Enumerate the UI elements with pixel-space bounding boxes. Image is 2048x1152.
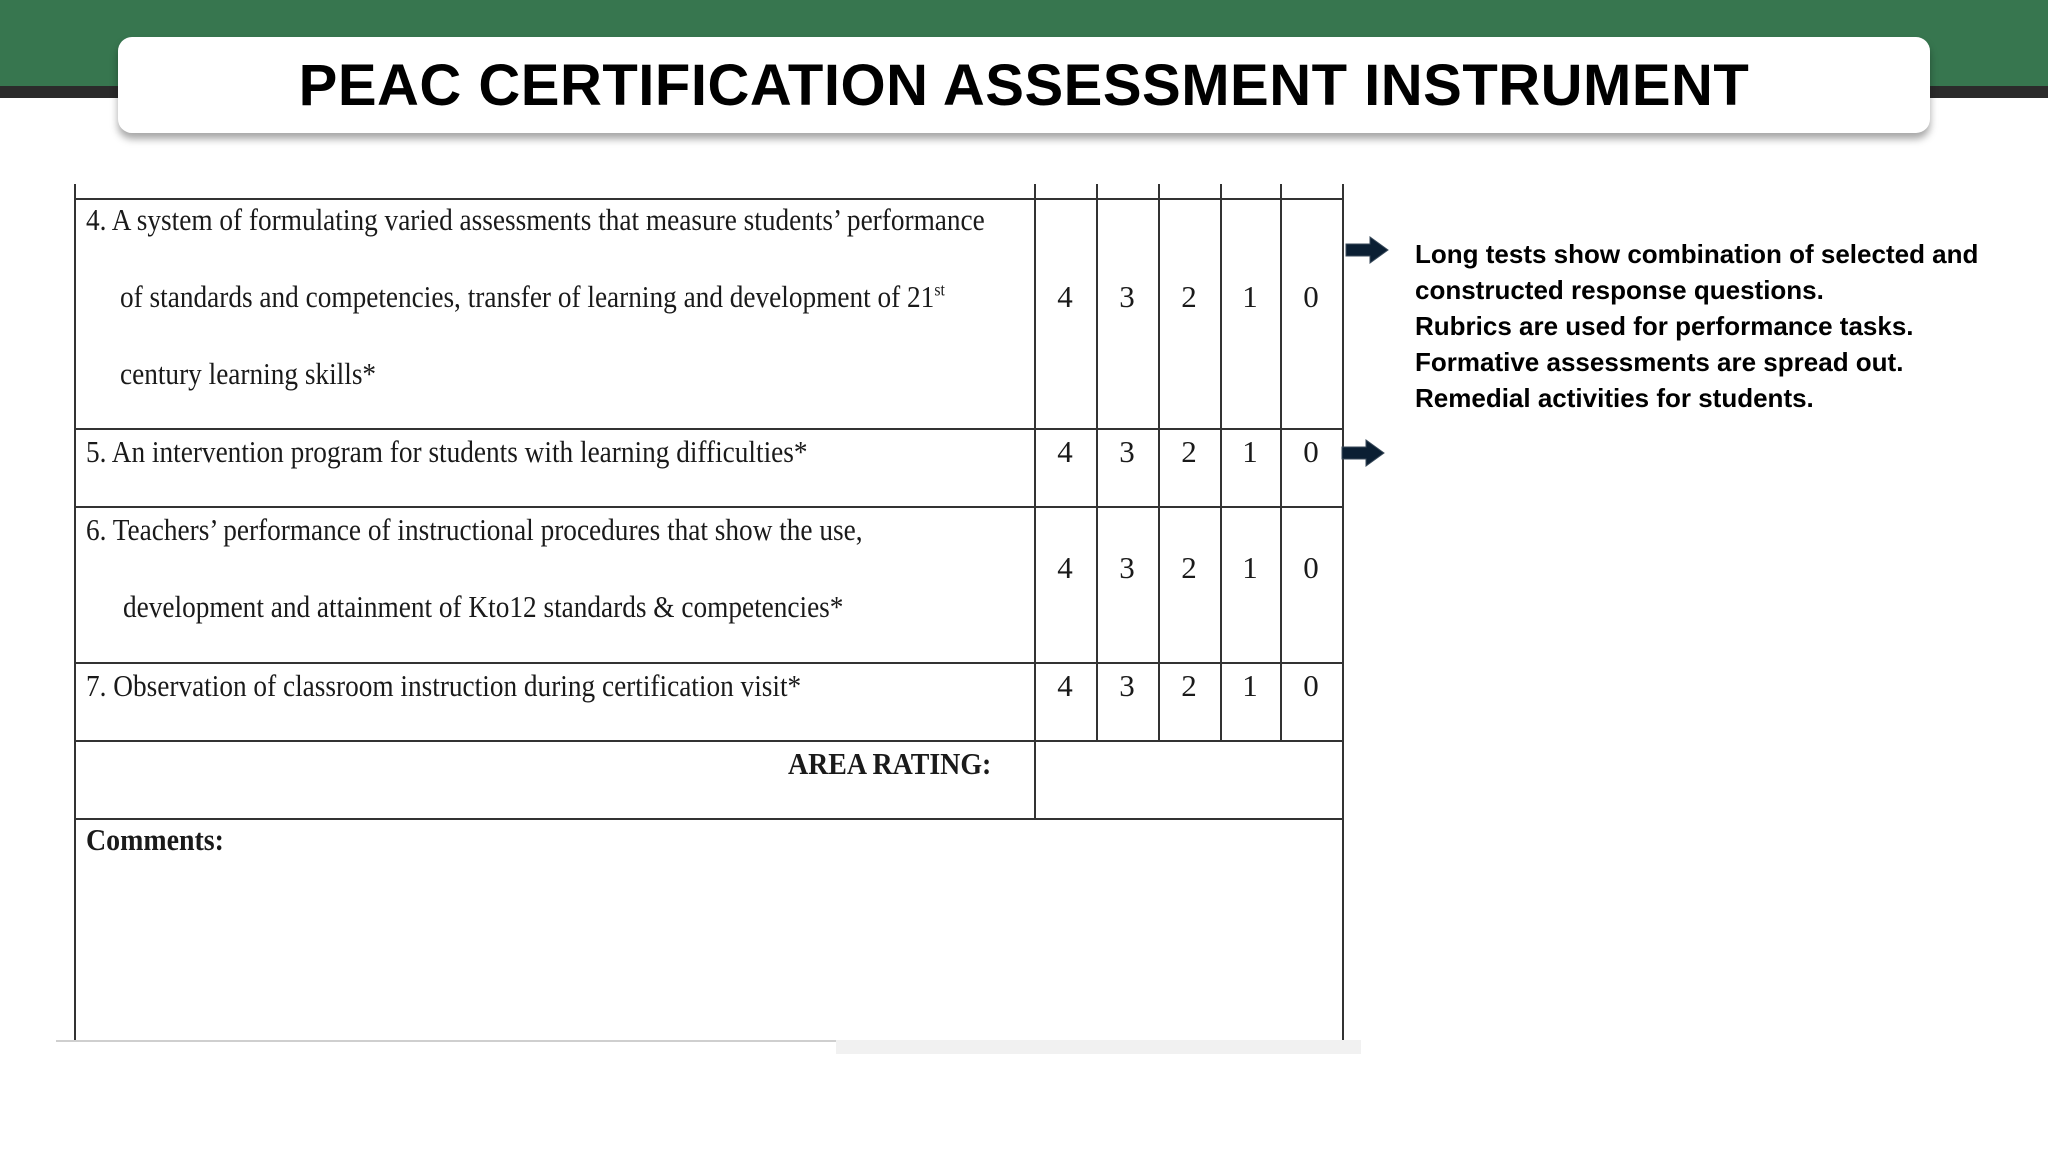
- notes-text-block: [1415, 236, 2015, 416]
- score-0: 0: [1303, 279, 1319, 314]
- score-3: 3: [1119, 279, 1135, 314]
- row-divider: [74, 818, 1344, 820]
- right-arrow-icon: [1340, 438, 1386, 468]
- page-edge-shadow: [836, 1040, 1361, 1054]
- item-text: 5. An intervention program for students with learning difficulties*: [86, 434, 808, 469]
- row-divider: [74, 428, 1344, 430]
- score-4: 4: [1057, 434, 1073, 469]
- score-3: 3: [1119, 668, 1135, 703]
- note-line: Rubrics are used for performance tasks.: [1415, 311, 1914, 341]
- item-text: 4. A system of formulating varied assessments that measure students’ performance: [86, 202, 985, 237]
- score-1: 1: [1242, 279, 1258, 314]
- form-border-right: [1342, 184, 1344, 1040]
- row-divider: [74, 662, 1344, 664]
- note-line: Long tests show combination of selected and: [1415, 239, 1979, 269]
- note-line: constructed response questions.: [1415, 275, 1824, 305]
- score-4: 4: [1057, 279, 1073, 314]
- score-0: 0: [1303, 434, 1319, 469]
- score-4: 4: [1057, 668, 1073, 703]
- row-divider: [74, 198, 1344, 200]
- right-arrow-icon: [1344, 235, 1390, 265]
- area-rating-label: AREA RATING:: [788, 746, 992, 781]
- assessment-form-image: [74, 184, 1344, 1040]
- item-text-line: of standards and competencies, transfer of learning and development of 21: [120, 279, 935, 314]
- score-1: 1: [1242, 434, 1258, 469]
- score-1: 1: [1242, 668, 1258, 703]
- item-text: [120, 279, 945, 315]
- score-3: 3: [1119, 434, 1135, 469]
- score-0: 0: [1303, 550, 1319, 585]
- row-divider: [74, 506, 1344, 508]
- score-2: 2: [1181, 434, 1197, 469]
- title-box: [118, 37, 1930, 133]
- score-0: 0: [1303, 668, 1319, 703]
- comments-label: Comments:: [86, 822, 224, 857]
- row-divider: [74, 740, 1344, 742]
- note-line: Formative assessments are spread out.: [1415, 347, 1904, 377]
- page-edge-line: [56, 1040, 836, 1042]
- superscript: st: [934, 279, 945, 300]
- slide-title: PEAC CERTIFICATION ASSESSMENT INSTRUMENT: [298, 52, 1750, 118]
- form-border-left: [74, 184, 76, 1040]
- item-text: 6. Teachers’ performance of instructional procedures that show the use,: [86, 512, 863, 547]
- score-3: 3: [1119, 550, 1135, 585]
- score-2: 2: [1181, 279, 1197, 314]
- score-1: 1: [1242, 550, 1258, 585]
- item-text: century learning skills*: [120, 356, 377, 391]
- score-2: 2: [1181, 668, 1197, 703]
- item-text: 7. Observation of classroom instruction during certification visit*: [86, 668, 802, 703]
- item-text: development and attainment of Kto12 standards & competencies*: [123, 589, 844, 624]
- score-2: 2: [1181, 550, 1197, 585]
- score-4: 4: [1057, 550, 1073, 585]
- note-line: Remedial activities for students.: [1415, 383, 1814, 413]
